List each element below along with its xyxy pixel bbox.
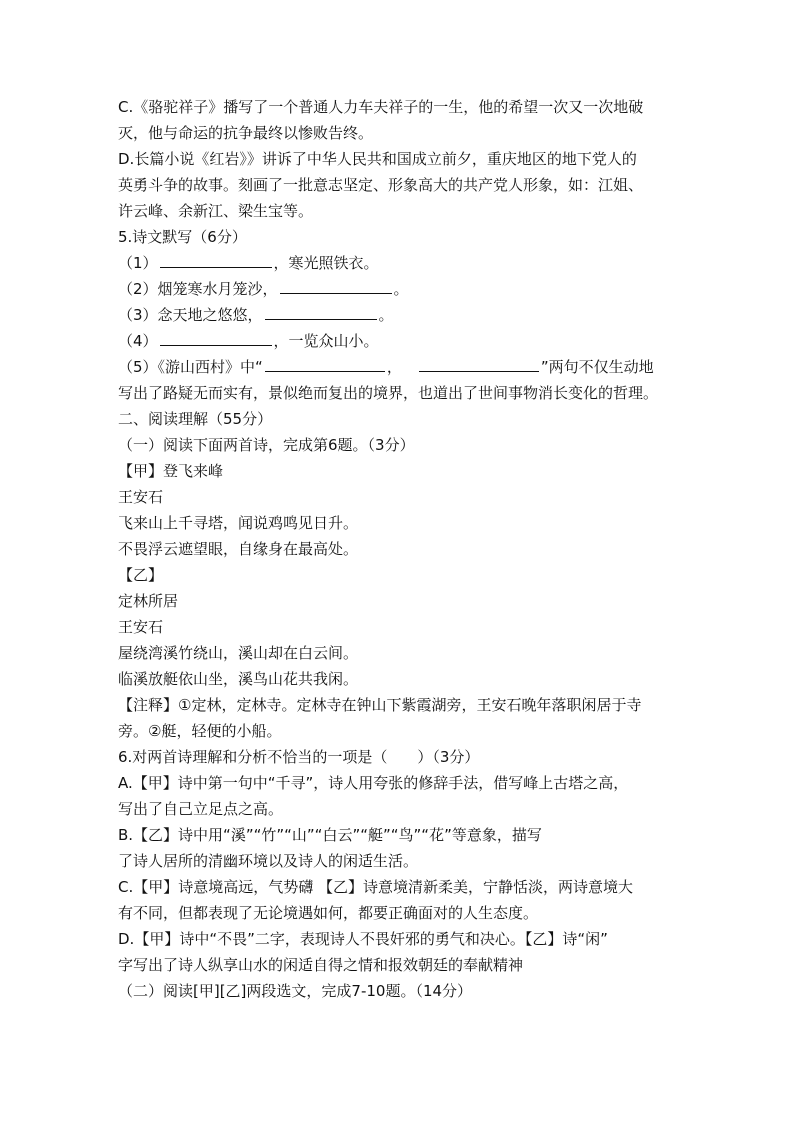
option-c-line-2: 灭，他与命运的抗争最终以惨败告终。 [118,124,374,142]
q6-option-b-line-1: B.【乙】诗中用“溪”“竹”“山”“白云”“艇”“鸟”“花”等意象，描写 [118,826,542,844]
annotation-line-1: 【注释】①定林，定林寺。定林寺在钟山下紫霞湖旁，王安石晚年落职闲居于寺 [118,696,642,714]
fill-5-suffix: ”两句不仅生动地 [540,358,654,376]
option-c-line-1: C.《骆驼祥子》播写了一个普通人力车夫祥子的一生，他的希望一次又一次地破 [118,98,644,116]
answer-blank-2[interactable] [280,276,392,294]
fill-2-prefix: （2）烟笼寒水月笼沙， [118,280,278,298]
q6-option-c-line-1: C.【甲】诗意境高远，气势礴 【乙】诗意境清新柔美，宁静恬淡，两诗意境大 [118,878,634,896]
poem-b-author: 王安石 [118,618,164,636]
question-6-stem: 6.对两首诗理解和分析不恰当的一项是（ ）（3分） [118,748,480,766]
section-2-heading: 二、阅读理解（55分） [118,410,273,428]
answer-blank-4[interactable] [160,328,272,346]
fill-1-suffix: ，寒光照铁衣。 [273,254,379,272]
poem-b-line-2: 临溪放艇依山坐，溪鸟山花共我闲。 [118,670,359,688]
poem-b-line-1: 屋绕湾溪竹绕山，溪山却在白云间。 [118,644,359,662]
poem-a-line-2: 不畏浮云遮望眼，自缘身在最高处。 [118,540,359,558]
q6-option-d-line-2: 字写出了诗人纵享山水的闲适自得之情和报效朝廷的奉献精神 [118,956,524,974]
fill-3-prefix: （3）念天地之悠悠， [118,306,263,324]
q6-option-c-line-2: 有不同，但都表现了无论境遇如何，都要正确面对的人生态度。 [118,904,539,922]
fill-5-prefix: （5）《游山西村》中“ [118,358,263,376]
q6-option-a-line-1: A.【甲】诗中第一句中“千寻”，诗人用夸张的修辞手法，借写峰上古塔之高， [118,774,629,792]
poem-b-title: 定林所居 [118,592,179,610]
poem-a-title: 【甲】登飞来峰 [118,462,224,480]
fill-item-4 [118,328,688,354]
option-d-line-1: D.长篇小说《红岩》》讲诉了中华人民共和国成立前夕，重庆地区的地下党人的 [118,150,637,168]
q6-option-a-line-2: 写出了自己立足点之高。 [118,800,284,818]
fill-item-2 [118,276,688,302]
fill-2-suffix: 。 [393,280,409,298]
fill-5-middle: ， [386,358,402,376]
fill-3-suffix: 。 [378,306,394,324]
annotation-line-2: 旁。②艇，轻便的小船。 [118,722,282,740]
answer-blank-1[interactable] [160,250,272,268]
option-d-line-2: 英勇斗争的故事。刻画了一批意志坚定、形象高大的共产党人形象，如：江姐、 [118,176,644,194]
part-1-instruction: （一）阅读下面两首诗，完成第6题。（3分） [118,436,415,454]
question-5-heading: 5.诗文默写（6分） [118,228,247,246]
fill-item-1 [118,250,688,276]
answer-blank-5a[interactable] [265,354,385,372]
part-2-instruction: （二）阅读[甲][乙]两段选文，完成7-10题。（14分） [118,982,473,1000]
q6-option-b-line-2: 了诗人居所的清幽环境以及诗人的闲适生活。 [118,852,419,870]
fill-4-suffix: ，一览众山小。 [273,332,379,350]
poem-a-line-1: 飞来山上千寻塔，闻说鸡鸣见日升。 [118,514,359,532]
poem-b-label: 【乙】 [118,566,164,584]
poem-a-author: 王安石 [118,488,164,506]
fill-item-3 [118,302,688,328]
fill-item-5 [118,354,688,380]
fill-1-prefix: （1） [118,254,158,272]
fill-4-prefix: （4） [118,332,158,350]
fill-item-5-continued: 写出了路疑无而实有，景似绝而复出的境界，也道出了世间事物消长变化的哲理。 [118,384,659,402]
option-d-line-3: 许云峰、余新江、梁生宝等。 [118,202,314,220]
q6-option-d-line-1: D.【甲】诗中“不畏”二字，表现诗人不畏奸邪的勇气和决心。【乙】诗“闲” [118,930,608,948]
answer-blank-5b[interactable] [419,354,539,372]
document-page [118,94,688,1004]
answer-blank-3[interactable] [265,302,377,320]
